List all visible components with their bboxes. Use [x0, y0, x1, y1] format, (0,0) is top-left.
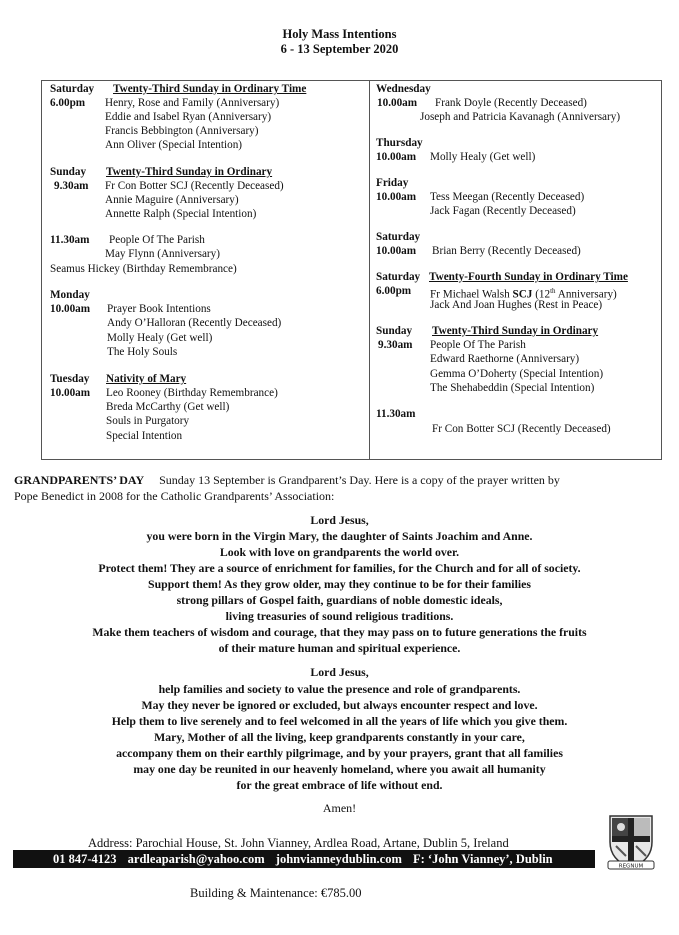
- intention: Breda McCarthy (Get well): [106, 401, 230, 413]
- intention: Jack And Joan Hughes (Rest in Peace): [430, 299, 603, 311]
- prayer-line: May they never be ignored or excluded, but always encounter respect and love.: [141, 698, 538, 712]
- intention: Molly Healy (Get well): [107, 332, 213, 344]
- intention: Frank Doyle (Recently Deceased): [435, 97, 587, 109]
- prayer-line: for the great embrace of life without end.: [236, 778, 443, 792]
- intention: Eddie and Isabel Ryan (Anniversary): [105, 111, 272, 123]
- intro-text: Pope Benedict in 2008 for the Catholic Grandparents’ Association:: [14, 489, 335, 503]
- crest-motto: REGNUM: [618, 863, 644, 870]
- intention: Francis Bebbington (Anniversary): [105, 125, 259, 137]
- intro-text: Sunday 13 September is Grandparent’s Day. Here is a copy of the prayer written by: [159, 473, 560, 487]
- intention: Annie Maguire (Anniversary): [105, 194, 239, 206]
- date-range: 6 - 13 September 2020: [280, 42, 399, 56]
- intention: The Holy Souls: [107, 346, 178, 358]
- page-title: Holy Mass Intentions: [282, 27, 397, 41]
- intention: Special Intention: [106, 430, 183, 442]
- mass-time: 10.00am: [50, 387, 91, 399]
- section-heading: GRANDPARENTS’ DAY: [14, 473, 145, 487]
- mass-time: 11.30am: [50, 234, 90, 246]
- prayer-line: of their mature human and spiritual experience.: [218, 641, 461, 655]
- prayer-line: Help them to live serenely and to feel welcomed in all the years of life which you give them.: [111, 714, 568, 728]
- day-saturday: Saturday: [376, 231, 421, 243]
- parish-address: Address: Parochial House, St. John Vianney, Ardlea Road, Artane, Dublin 5, Ireland: [88, 836, 509, 850]
- day-wednesday: Wednesday: [376, 83, 431, 95]
- day-thursday: Thursday: [376, 137, 423, 149]
- day-saturday: Saturday: [376, 271, 421, 283]
- building-maintenance: Building & Maintenance: €785.00: [190, 886, 362, 900]
- day-saturday: Saturday: [50, 83, 95, 95]
- feast-title: Twenty-Third Sunday in Ordinary: [106, 166, 273, 178]
- prayer-line: accompany them on their earthly pilgrimage, and by your prayers, grant that all families: [116, 746, 563, 760]
- intention-name: Fr Michael Walsh: [430, 288, 513, 301]
- intention: Brian Berry (Recently Deceased): [432, 245, 581, 257]
- day-sunday: Sunday: [376, 325, 413, 337]
- prayer-line: Look with love on grandparents the world over.: [219, 545, 460, 559]
- day-sunday: Sunday: [50, 166, 87, 178]
- intention-note: Anniversary): [555, 288, 617, 301]
- contact-bar: [13, 850, 595, 868]
- intention: Ann Oliver (Special Intention): [105, 139, 243, 151]
- grandparents-intro: [14, 472, 664, 488]
- intention: May Flynn (Anniversary): [105, 248, 220, 260]
- intention: Molly Healy (Get well): [430, 151, 536, 163]
- intention: Annette Ralph (Special Intention): [105, 208, 257, 220]
- intention: Leo Rooney (Birthday Remembrance): [106, 387, 278, 399]
- intention: Tess Meegan (Recently Deceased): [430, 191, 585, 203]
- intention: Prayer Book Intentions: [107, 303, 211, 315]
- prayer-line: you were born in the Virgin Mary, the daughter of Saints Joachim and Anne.: [146, 529, 533, 543]
- prayer-line: strong pillars of Gospel faith, guardians of noble domestic ideals,: [176, 593, 503, 607]
- prayer-line: Lord Jesus,: [310, 665, 369, 679]
- intention: Henry, Rose and Family (Anniversary): [105, 97, 280, 109]
- mass-time: 10.00am: [50, 303, 91, 315]
- intention: Seamus Hickey (Birthday Remembrance): [50, 263, 237, 275]
- intention: Jack Fagan (Recently Deceased): [430, 205, 576, 217]
- mass-time: 10.00am: [376, 151, 417, 163]
- feast-title: Twenty-Third Sunday in Ordinary Time: [113, 83, 307, 95]
- intention: Edward Raethorne (Anniversary): [430, 353, 580, 365]
- feast-title: Twenty-Fourth Sunday in Ordinary Time: [429, 271, 628, 283]
- intention: Fr Con Botter SCJ (Recently Deceased): [432, 423, 611, 435]
- amen: Amen!: [322, 801, 357, 815]
- day-friday: Friday: [376, 177, 409, 189]
- intention: Andy O’Halloran (Recently Deceased): [107, 317, 282, 329]
- intention-note: (12: [532, 288, 551, 301]
- parish-crest-icon: [606, 812, 656, 870]
- phone-number: 01 847-4123: [53, 852, 117, 866]
- intention-order: SCJ: [512, 288, 533, 301]
- prayer-line: Support them! As they grow older, may they continue to be for their families: [148, 577, 531, 591]
- prayer-line: Make them teachers of wisdom and courage, that they may pass on to future generations the fruits: [92, 625, 587, 639]
- day-tuesday: Tuesday: [50, 373, 90, 385]
- prayer-line: help families and society to value the presence and role of grandparents.: [158, 682, 521, 696]
- facebook-link[interactable]: F: ‘John Vianney’, Dublin: [413, 852, 553, 866]
- intention: Gemma O’Doherty (Special Intention): [430, 368, 604, 380]
- feast-title: Nativity of Mary: [106, 373, 187, 385]
- ordinal-suffix: th: [550, 287, 556, 295]
- prayer-line: may one day be reunited in our heavenly homeland, where you await all humanity: [133, 762, 546, 776]
- intention: Fr Con Botter SCJ (Recently Deceased): [105, 180, 284, 192]
- prayer-line: living treasuries of sound religious traditions.: [225, 609, 454, 623]
- column-divider: [369, 80, 370, 460]
- email-link[interactable]: ardleaparish@yahoo.com: [127, 852, 265, 866]
- mass-time: 10.00am: [376, 245, 417, 257]
- mass-time: 9.30am: [54, 180, 89, 192]
- feast-title: Twenty-Third Sunday in Ordinary: [432, 325, 599, 337]
- mass-time: 6.00pm: [50, 97, 86, 109]
- intention: People Of The Parish: [430, 339, 526, 351]
- day-monday: Monday: [50, 289, 90, 301]
- intention: Joseph and Patricia Kavanagh (Anniversary): [420, 111, 621, 123]
- mass-time: 6.00pm: [376, 285, 412, 297]
- prayer-line: Mary, Mother of all the living, keep grandparents constantly in your care,: [154, 730, 525, 744]
- mass-time: 9.30am: [378, 339, 413, 351]
- mass-time: 10.00am: [376, 191, 417, 203]
- prayer-line: Lord Jesus,: [310, 513, 369, 527]
- intention: Souls in Purgatory: [106, 415, 190, 427]
- website-link[interactable]: johnvianneydublin.com: [275, 852, 402, 866]
- mass-time: 10.00am: [377, 97, 418, 109]
- prayer-line: Protect them! They are a source of enrichment for families, for the Church and for all of society.: [98, 561, 581, 575]
- mass-time: 11.30am: [376, 408, 416, 420]
- intention: People Of The Parish: [109, 234, 205, 246]
- intention: The Shehabeddin (Special Intention): [430, 382, 595, 394]
